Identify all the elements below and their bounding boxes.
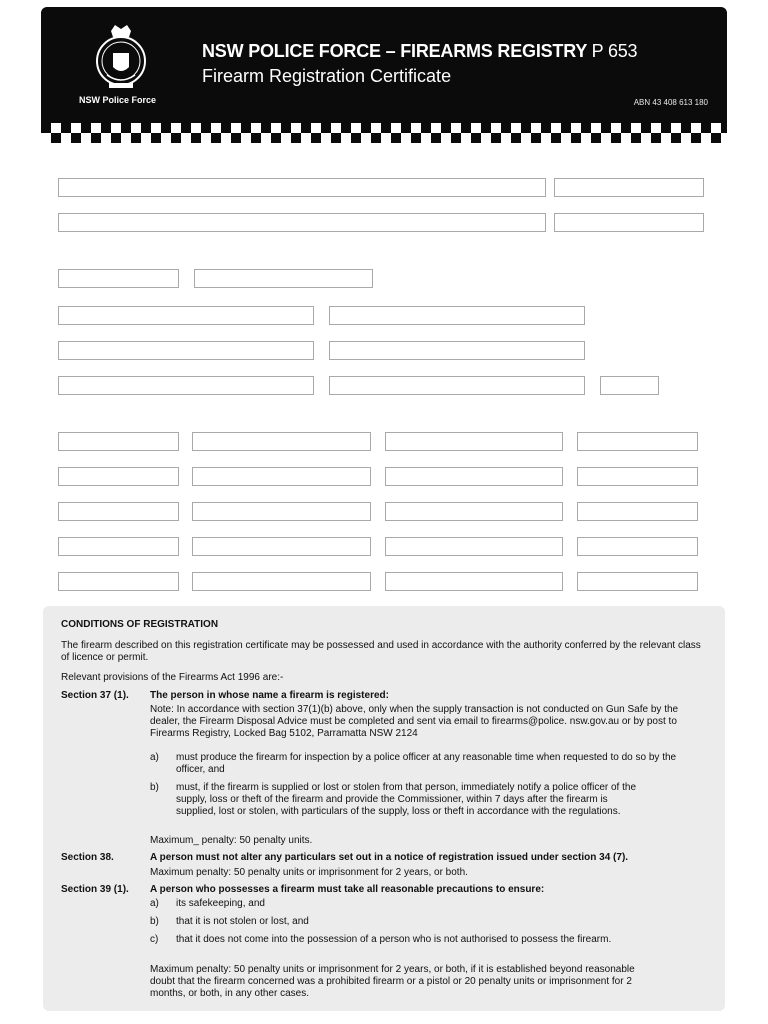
form-field[interactable]	[58, 178, 546, 197]
item-text: must, if the firearm is supplied or lost or stolen from that person, immediately notify a police officer of the supply, loss or theft of the firearm and provide the Commissioner, within 7 days after the firearm is supplied, lost or stolen, with particulars of the supply, loss or theft in accordance with the regulations.	[176, 782, 637, 817]
form-field[interactable]	[192, 537, 371, 556]
form-field[interactable]	[329, 341, 585, 360]
form-field[interactable]	[577, 537, 698, 556]
form-title	[202, 41, 637, 62]
form-field[interactable]	[58, 467, 179, 486]
section-37-penalty: Maximum_ penalty: 50 penalty units.	[150, 835, 313, 846]
form-code: P 653	[591, 41, 638, 61]
form-field[interactable]	[385, 572, 563, 591]
section-39-label: Section 39 (1).	[61, 884, 129, 895]
form-field[interactable]	[58, 269, 179, 288]
conditions-panel	[43, 606, 725, 1011]
form-field[interactable]	[577, 502, 698, 521]
form-field[interactable]	[600, 376, 659, 395]
section-37-note: Note: In accordance with section 37(1)(b) above, only when the supply transaction is not conducted on Gun Safe by the dealer, the Firearm Disposal Advice must be completed and sent via email to firearms@police. nsw.gov.au or by post to Firearms Registry, Locked Bag 5102, Parramatta NSW 2124	[150, 704, 679, 739]
form-field[interactable]	[58, 537, 179, 556]
form-field[interactable]	[58, 341, 314, 360]
item-letter: a)	[150, 752, 159, 763]
form-field[interactable]	[385, 502, 563, 521]
form-field[interactable]	[58, 502, 179, 521]
section-37-label: Section 37 (1).	[61, 690, 129, 701]
form-field[interactable]	[329, 376, 585, 395]
item-text: that it is not stolen or lost, and	[176, 916, 309, 927]
item-letter: b)	[150, 782, 159, 793]
relevant-provisions: Relevant provisions of the Firearms Act 1996 are:-	[61, 672, 284, 683]
conditions-heading: CONDITIONS OF REGISTRATION	[61, 619, 219, 630]
nsw-police-crest-icon	[93, 23, 149, 95]
item-letter: c)	[150, 934, 159, 945]
section-37-heading: The person in whose name a firearm is registered:	[150, 690, 389, 701]
section-39-heading: A person who possesses a firearm must take all reasonable precautions to ensure:	[150, 884, 545, 895]
form-field[interactable]	[385, 537, 563, 556]
item-letter: b)	[150, 916, 159, 927]
section-38-label: Section 38.	[61, 852, 114, 863]
form-field[interactable]	[58, 432, 179, 451]
item-text: that it does not come into the possession of a person who is not authorised to possess the firearm.	[176, 934, 612, 945]
form-field[interactable]	[58, 572, 179, 591]
form-field[interactable]	[577, 432, 698, 451]
section-38-penalty: Maximum penalty: 50 penalty units or imprisonment for 2 years, or both.	[150, 867, 468, 878]
item-text: its safekeeping, and	[176, 898, 265, 909]
conditions-intro: The firearm described on this registration certificate may be possessed and used in accordance with the authority conferred by the relevant class of licence or permit.	[61, 640, 701, 663]
form-field[interactable]	[329, 306, 585, 325]
form-field[interactable]	[577, 467, 698, 486]
form-field[interactable]	[58, 376, 314, 395]
form-field[interactable]	[192, 572, 371, 591]
abn-number: ABN 43 408 613 180	[633, 98, 708, 107]
checkerboard-band	[41, 123, 727, 143]
form-field[interactable]	[554, 178, 704, 197]
form-title-text: NSW POLICE FORCE – FIREARMS REGISTRY	[202, 41, 587, 61]
org-name: NSW Police Force	[79, 95, 157, 105]
section-39-penalty: Maximum penalty: 50 penalty units or imprisonment for 2 years, or both, if it is established beyond reasonable doubt that the firearm concerned was a prohibited firearm or a pistol or 20 penalty units or imprisonment for 2 months, or both, in any other cases.	[150, 964, 635, 999]
form-field[interactable]	[577, 572, 698, 591]
section-38-heading: A person must not alter any particulars set out in a notice of registration issued under section 34 (7).	[150, 852, 629, 863]
form-field[interactable]	[58, 306, 314, 325]
form-field[interactable]	[385, 432, 563, 451]
form-field[interactable]	[194, 269, 373, 288]
form-field[interactable]	[385, 467, 563, 486]
form-field[interactable]	[192, 502, 371, 521]
form-subtitle: Firearm Registration Certificate	[202, 66, 452, 86]
header-banner	[41, 7, 727, 123]
item-text: must produce the firearm for inspection by a police officer at any reasonable time when requested to do so by the officer, and	[176, 752, 677, 775]
form-field[interactable]	[192, 432, 371, 451]
form-field[interactable]	[554, 213, 704, 232]
item-letter: a)	[150, 898, 159, 909]
form-field[interactable]	[192, 467, 371, 486]
form-field[interactable]	[58, 213, 546, 232]
